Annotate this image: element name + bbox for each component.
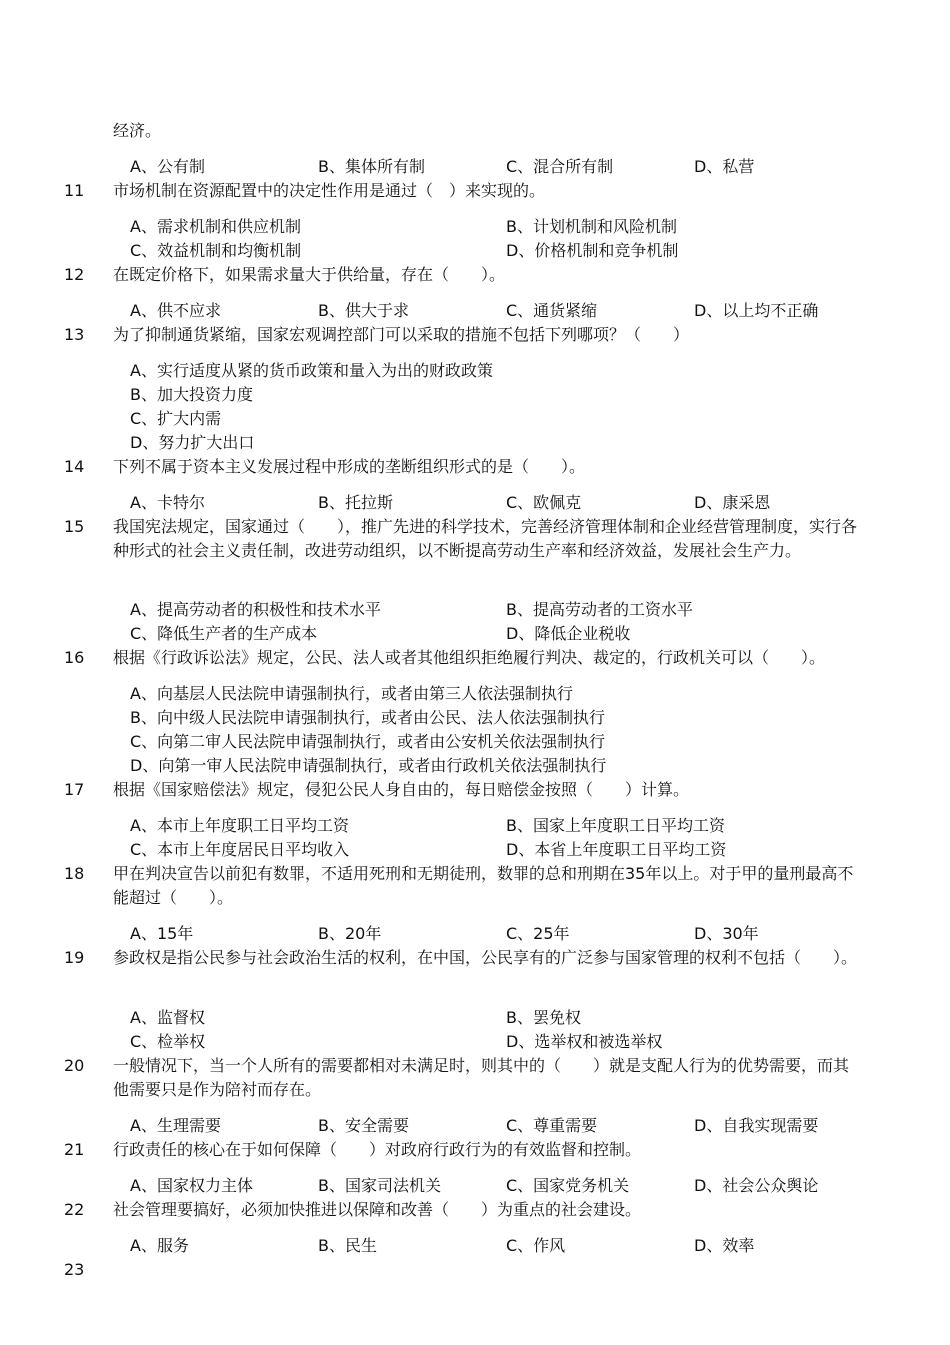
option-d: D、向第一审人民法院申请强制执行，或者由行政机关依法强制执行	[130, 756, 607, 775]
question-number: 11	[64, 181, 85, 200]
question-number: 13	[64, 325, 85, 344]
option-b: B、国家司法机关	[318, 1176, 441, 1195]
option-b: B、20年	[318, 924, 382, 943]
question-number: 20	[64, 1056, 85, 1075]
question-stem: 社会管理要搞好，必须加快推进以保障和改善（ ）为重点的社会建设。	[113, 1200, 642, 1219]
question-stem: 一般情况下，当一个人所有的需要都相对未满足时，则其中的（ ）就是支配人行为的优势需要，而其他需要只是作为陪衬而存在。	[113, 1056, 850, 1099]
question-number: 18	[64, 864, 85, 883]
option-a: A、生理需要	[130, 1116, 221, 1135]
question-number: 14	[64, 457, 85, 476]
option-c: C、本市上年度居民日平均收入	[130, 840, 350, 859]
question-number: 23	[64, 1260, 85, 1279]
option-a: A、向基层人民法院申请强制执行，或者由第三人依法强制执行	[130, 684, 573, 703]
option-c: C、国家党务机关	[506, 1176, 630, 1195]
option-b: B、安全需要	[318, 1116, 409, 1135]
question-number: 17	[64, 780, 85, 799]
option-c: C、欧佩克	[506, 493, 582, 512]
question-stem: 在既定价格下，如果需求量大于供给量，存在（ ）。	[113, 265, 506, 284]
option-c: C、通货紧缩	[506, 301, 598, 320]
intro-option-d: D、私营	[694, 157, 755, 176]
option-d: D、选举权和被选举权	[506, 1032, 663, 1051]
option-c: C、检举权	[130, 1032, 206, 1051]
option-d: D、效率	[694, 1236, 755, 1255]
option-c: C、扩大内需	[130, 409, 222, 428]
option-a: A、监督权	[130, 1008, 205, 1027]
question-stem: 行政责任的核心在于如何保障（ ）对政府行政行为的有效监督和控制。	[113, 1140, 642, 1159]
question-number: 12	[64, 265, 85, 284]
question-number: 22	[64, 1200, 85, 1219]
option-c: C、作风	[506, 1236, 566, 1255]
option-b: B、向中级人民法院申请强制执行，或者由公民、法人依法强制执行	[130, 708, 605, 727]
option-a: A、需求机制和供应机制	[130, 217, 301, 236]
question-stem: 根据《行政诉讼法》规定，公民、法人或者其他组织拒绝履行判决、裁定的，行政机关可以（ ）。	[113, 648, 826, 667]
option-c: C、向第二审人民法院申请强制执行，或者由公安机关依法强制执行	[130, 732, 606, 751]
question-number: 15	[64, 517, 85, 536]
option-a: A、服务	[130, 1236, 189, 1255]
option-a: A、15年	[130, 924, 194, 943]
option-a: A、卡特尔	[130, 493, 205, 512]
option-d: D、本省上年度职工日平均工资	[506, 840, 727, 859]
question-stem: 根据《国家赔偿法》规定，侵犯公民人身自由的，每日赔偿金按照（ ）计算。	[113, 780, 690, 799]
option-a: A、供不应求	[130, 301, 221, 320]
option-d: D、价格机制和竞争机制	[506, 241, 679, 260]
intro-text: 经济。	[113, 121, 162, 140]
intro-option-b: B、集体所有制	[318, 157, 425, 176]
option-c: C、25年	[506, 924, 570, 943]
option-b: B、提高劳动者的工资水平	[506, 600, 693, 619]
option-c: C、尊重需要	[506, 1116, 598, 1135]
question-stem: 市场机制在资源配置中的决定性作用是通过（ ）来实现的。	[113, 181, 546, 200]
option-d: D、社会公众舆论	[694, 1176, 819, 1195]
option-a: A、本市上年度职工日平均工资	[130, 816, 349, 835]
option-d: D、努力扩大出口	[130, 433, 255, 452]
option-b: B、计划机制和风险机制	[506, 217, 677, 236]
option-a: A、提高劳动者的积极性和技术水平	[130, 600, 381, 619]
intro-option-a: A、公有制	[130, 157, 205, 176]
option-d: D、自我实现需要	[694, 1116, 819, 1135]
option-d: D、30年	[694, 924, 759, 943]
question-stem: 我国宪法规定，国家通过（ ），推广先进的科学技术，完善经济管理体制和企业经营管理制度，实行各种形式的社会主义责任制，改进劳动组织，以不断提高劳动生产率和经济效益，发展社会生产力。	[113, 517, 858, 560]
option-b: B、罢免权	[506, 1008, 581, 1027]
question-number: 21	[64, 1140, 85, 1159]
question-stem: 为了抑制通货紧缩，国家宏观调控部门可以采取的措施不包括下列哪项？（ ）	[113, 325, 690, 344]
option-c: C、效益机制和均衡机制	[130, 241, 302, 260]
option-b: B、托拉斯	[318, 493, 393, 512]
option-a: A、实行适度从紧的货币政策和量入为出的财政政策	[130, 361, 493, 380]
question-stem: 参政权是指公民参与社会政治生活的权利，在中国，公民享有的广泛参与国家管理的权利不包括（ ）。	[113, 948, 858, 967]
option-a: A、国家权力主体	[130, 1176, 253, 1195]
option-b: B、供大于求	[318, 301, 409, 320]
option-d: D、康采恩	[694, 493, 771, 512]
option-b: B、加大投资力度	[130, 385, 253, 404]
option-d: D、降低企业税收	[506, 624, 631, 643]
option-b: B、国家上年度职工日平均工资	[506, 816, 725, 835]
option-c: C、降低生产者的生产成本	[130, 624, 318, 643]
question-number: 16	[64, 648, 85, 667]
option-b: B、民生	[318, 1236, 377, 1255]
question-stem: 甲在判决宣告以前犯有数罪，不适用死刑和无期徒刑，数罪的总和刑期在35年以上。对于甲的量刑最高不能超过（ ）。	[113, 864, 854, 907]
question-number: 19	[64, 948, 85, 967]
option-d: D、以上均不正确	[694, 301, 819, 320]
intro-option-c: C、混合所有制	[506, 157, 614, 176]
question-stem: 下列不属于资本主义发展过程中形成的垄断组织形式的是（ ）。	[113, 457, 586, 476]
